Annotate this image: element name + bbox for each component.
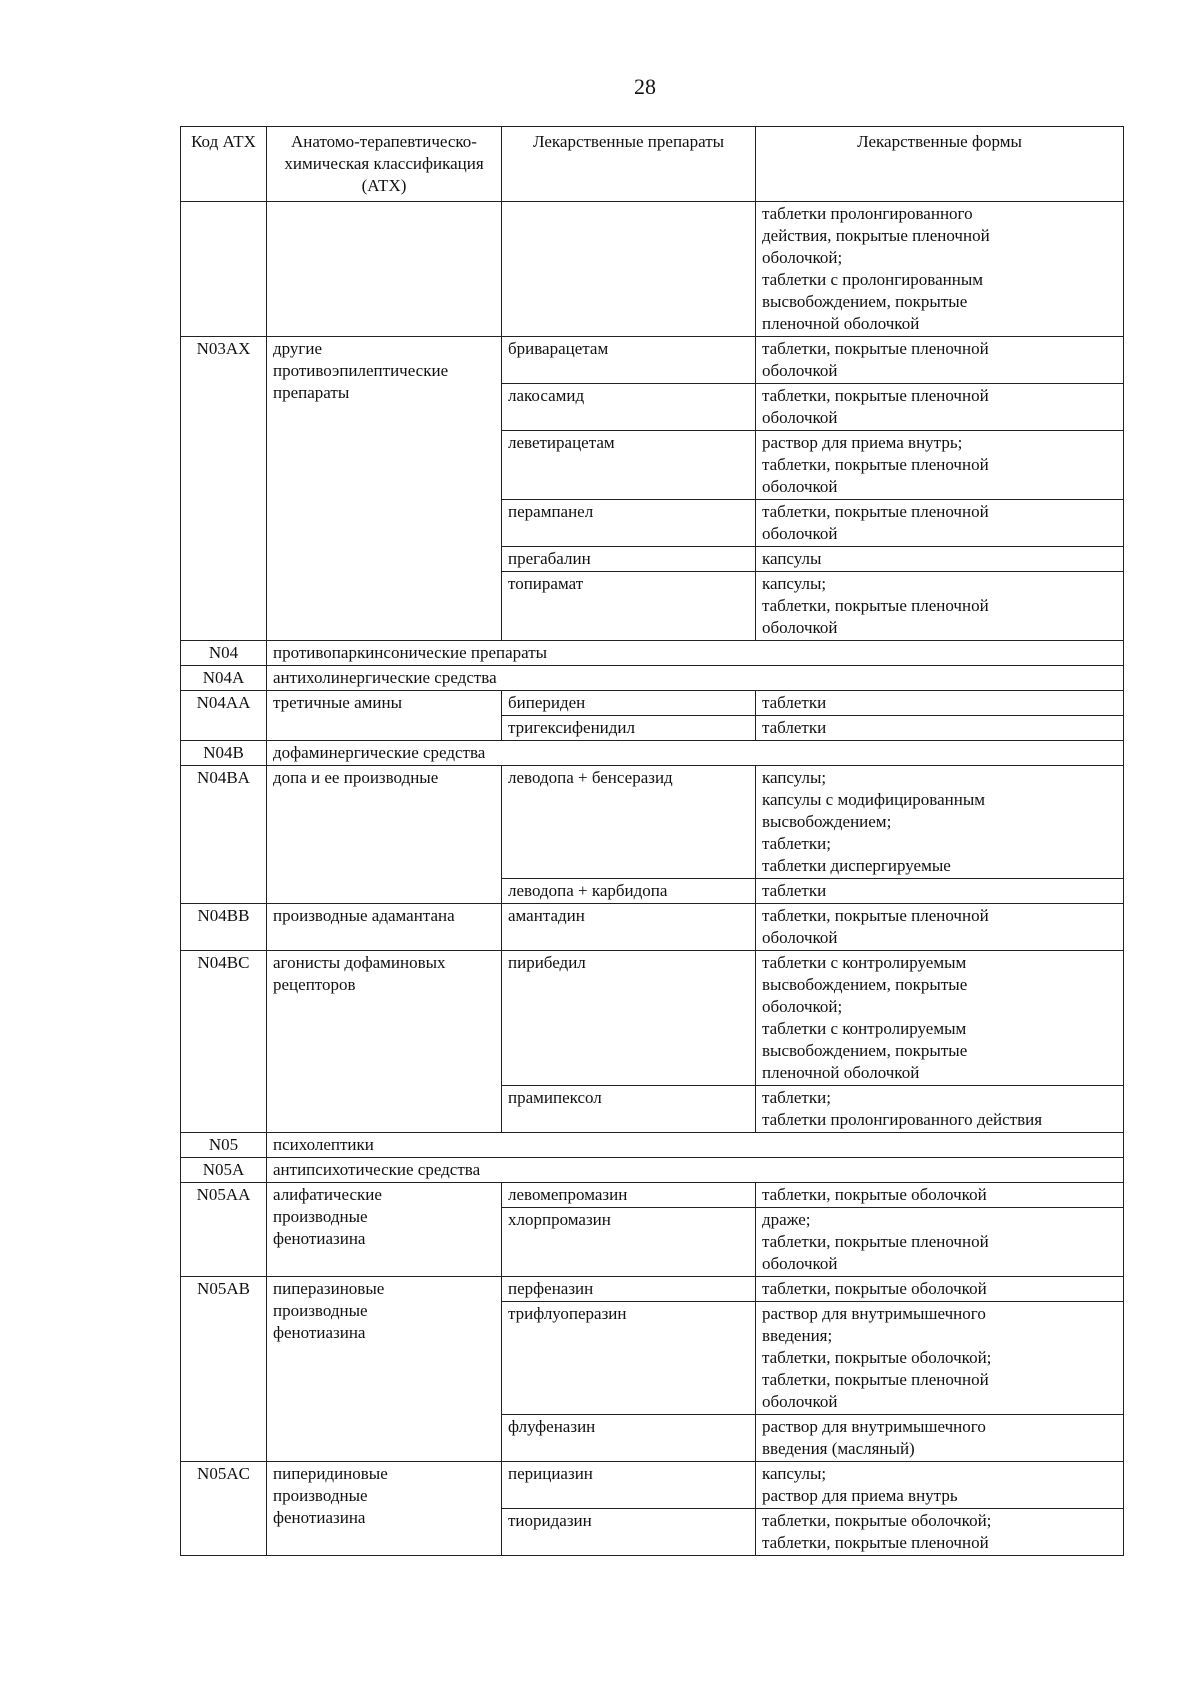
atx-code: N04: [181, 641, 267, 666]
drug-forms: таблетки: [756, 716, 1124, 741]
drug-forms: таблетки, покрытые пленочной оболочкой: [756, 337, 1124, 384]
atx-code: N05AA: [181, 1183, 267, 1277]
drug-name: перфеназин: [502, 1277, 756, 1302]
drug-forms: раствор для внутримышечного введения (масляный): [756, 1415, 1124, 1462]
table-row: [181, 741, 1124, 766]
table-row: [181, 641, 1124, 666]
drug-name: [502, 202, 756, 337]
atx-code: [181, 202, 267, 337]
header-forms: Лекарственные формы: [756, 127, 1124, 202]
atx-class: агонисты дофаминовых рецепторов: [267, 951, 502, 1133]
drug-forms: таблетки пролонгированного действия, покрытые пленочной оболочкой; таблетки с пролонгированным высвобождением, покрытые пленочной оболочкой: [756, 202, 1124, 337]
drug-name: бриварацетам: [502, 337, 756, 384]
drug-forms: таблетки, покрытые пленочной оболочкой: [756, 384, 1124, 431]
drug-forms: таблетки, покрытые пленочной оболочкой: [756, 500, 1124, 547]
drug-name: амантадин: [502, 904, 756, 951]
drug-name: хлорпромазин: [502, 1208, 756, 1277]
table-row: [181, 766, 1124, 879]
drug-forms: таблетки с контролируемым высвобождением, покрытые оболочкой; таблетки с контролируемым высвобождением, покрытые пленочной оболочкой: [756, 951, 1124, 1086]
table-row: [181, 1158, 1124, 1183]
atx-code: N05AC: [181, 1462, 267, 1556]
drug-forms: капсулы: [756, 547, 1124, 572]
atx-code: N04BA: [181, 766, 267, 904]
drug-forms: капсулы; таблетки, покрытые пленочной оболочкой: [756, 572, 1124, 641]
atx-medicines-table: [180, 126, 1124, 1556]
drug-name: топирамат: [502, 572, 756, 641]
drug-forms: таблетки, покрытые пленочной оболочкой: [756, 904, 1124, 951]
table-row: [181, 904, 1124, 951]
atx-class: антихолинергические средства: [267, 666, 1124, 691]
drug-name: перициазин: [502, 1462, 756, 1509]
atx-code: N04BB: [181, 904, 267, 951]
header-drugs: Лекарственные препараты: [502, 127, 756, 202]
drug-forms: раствор для приема внутрь; таблетки, покрытые пленочной оболочкой: [756, 431, 1124, 500]
drug-name: тригексифенидил: [502, 716, 756, 741]
atx-code: N05A: [181, 1158, 267, 1183]
drug-forms: таблетки, покрытые оболочкой: [756, 1277, 1124, 1302]
table-header-row: [181, 127, 1124, 202]
drug-forms: капсулы; раствор для приема внутрь: [756, 1462, 1124, 1509]
drug-forms: таблетки, покрытые оболочкой; таблетки, покрытые пленочной: [756, 1509, 1124, 1556]
drug-name: перампанел: [502, 500, 756, 547]
drug-forms: капсулы; капсулы с модифицированным высвобождением; таблетки; таблетки диспергируемые: [756, 766, 1124, 879]
drug-forms: таблетки: [756, 879, 1124, 904]
drug-forms: таблетки, покрытые оболочкой: [756, 1183, 1124, 1208]
atx-class: производные адамантана: [267, 904, 502, 951]
drug-name: лакосамид: [502, 384, 756, 431]
atx-code: N03AX: [181, 337, 267, 641]
drug-name: тиоридазин: [502, 1509, 756, 1556]
page-number: 28: [634, 74, 656, 99]
drug-name: левомепромазин: [502, 1183, 756, 1208]
drug-name: прамипексол: [502, 1086, 756, 1133]
drug-name: леводопа + бенсеразид: [502, 766, 756, 879]
atx-code: N04AA: [181, 691, 267, 741]
table-row: [181, 337, 1124, 384]
atx-class: антипсихотические средства: [267, 1158, 1124, 1183]
atx-code: N04B: [181, 741, 267, 766]
table-row: [181, 951, 1124, 1086]
drug-name: флуфеназин: [502, 1415, 756, 1462]
atx-code: N04A: [181, 666, 267, 691]
drug-forms: таблетки; таблетки пролонгированного действия: [756, 1086, 1124, 1133]
atx-class: пиперазиновые производные фенотиазина: [267, 1277, 502, 1462]
table-row: [181, 691, 1124, 716]
drug-forms: драже; таблетки, покрытые пленочной оболочкой: [756, 1208, 1124, 1277]
table-row: [181, 1183, 1124, 1208]
drug-forms: таблетки: [756, 691, 1124, 716]
atx-class: противопаркинсонические препараты: [267, 641, 1124, 666]
drug-name: пирибедил: [502, 951, 756, 1086]
atx-code: N05: [181, 1133, 267, 1158]
atx-class: [267, 202, 502, 337]
atx-class: другие противоэпилептические препараты: [267, 337, 502, 641]
atx-class: допа и ее производные: [267, 766, 502, 904]
drug-forms: раствор для внутримышечного введения; таблетки, покрытые оболочкой; таблетки, покрытые пленочной оболочкой: [756, 1302, 1124, 1415]
table-row: [181, 1277, 1124, 1302]
header-code: Код АТХ: [181, 127, 267, 202]
drug-name: леветирацетам: [502, 431, 756, 500]
drug-name: леводопа + карбидопа: [502, 879, 756, 904]
atx-class: алифатические производные фенотиазина: [267, 1183, 502, 1277]
atx-code: N04BC: [181, 951, 267, 1133]
table-row: [181, 666, 1124, 691]
table-row: [181, 1462, 1124, 1509]
atx-class: дофаминергические средства: [267, 741, 1124, 766]
header-classification: Анатомо-терапевтическо- химическая классификация (АТХ): [267, 127, 502, 202]
table-row: [181, 202, 1124, 337]
drug-name: прегабалин: [502, 547, 756, 572]
atx-class: третичные амины: [267, 691, 502, 741]
atx-class: пиперидиновые производные фенотиазина: [267, 1462, 502, 1556]
atx-class: психолептики: [267, 1133, 1124, 1158]
table-row: [181, 1133, 1124, 1158]
atx-code: N05AB: [181, 1277, 267, 1462]
drug-name: трифлуоперазин: [502, 1302, 756, 1415]
drug-name: бипериден: [502, 691, 756, 716]
